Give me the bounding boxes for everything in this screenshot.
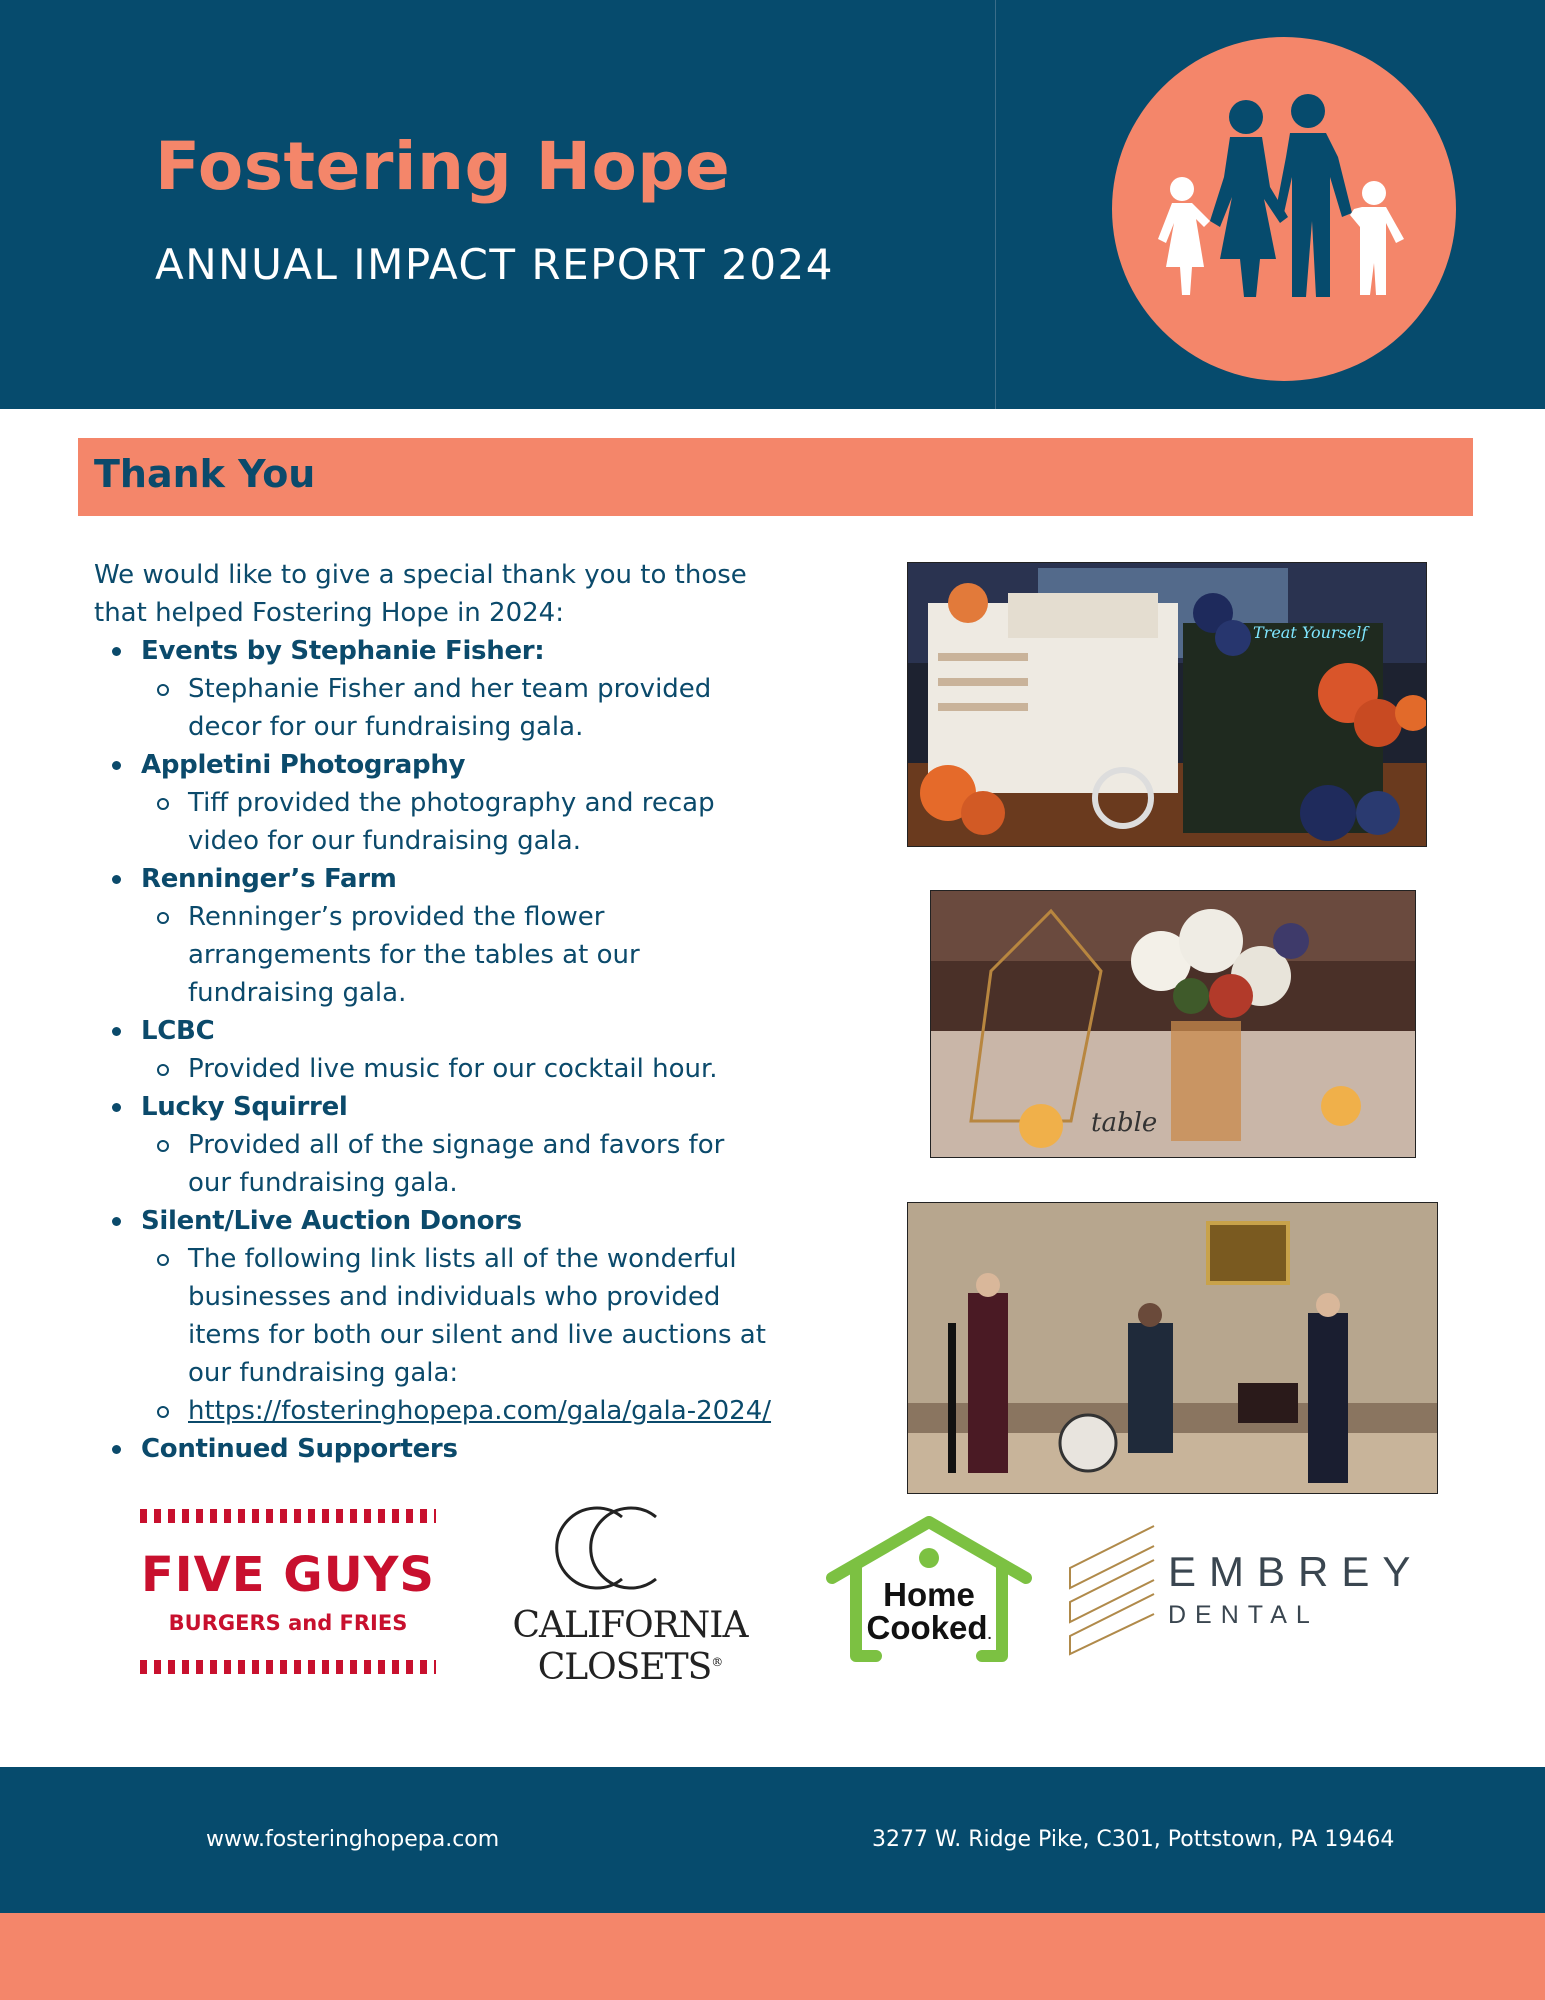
sponsor-detail: Stephanie Fisher and her team provided decor for our fundraising gala. [141,670,774,746]
home-cooked-mark: . [987,1626,992,1642]
live-music-image [908,1203,1437,1493]
embrey-dental-logo [1066,1522,1426,1662]
sponsor-detail: Tiff provided the photography and recap video for our fundraising gala. [141,784,774,860]
sponsor-detail: Provided all of the signage and favors for our fundraising gala. [141,1126,774,1202]
registered-mark: ® [711,1655,723,1669]
list-item [94,632,774,746]
gala-auction-link[interactable]: https://fosteringhopepa.com/gala/gala-2024/ [188,1396,772,1426]
home-cooked-line2 [822,1609,1036,1647]
table-card-text: table [1091,1108,1158,1138]
sponsor-name: Continued Supporters [141,1434,458,1464]
footer [0,1767,1545,1913]
list-item [94,746,774,860]
california-closets-word: CLOSETS [537,1647,712,1688]
checker-bottom [140,1660,436,1674]
report-title: Fostering Hope [155,128,731,205]
cc-monogram-icon [510,1505,750,1595]
home-cooked-line1: Home [883,1576,975,1613]
five-guys-name: FIVE GUYS [141,1547,435,1603]
embrey-mark-icon [1066,1522,1156,1657]
family-icon [1112,37,1456,381]
sponsor-detail: Provided live music for our cocktail hour. [141,1050,774,1088]
section-banner [78,438,1473,516]
footer-website[interactable]: www.fosteringhopepa.com [206,1827,500,1852]
photo-gala-decor [907,562,1427,847]
sponsor-detail: Renninger’s provided the flower arrangements for the tables at our fundraising gala. [141,898,774,1012]
report-subtitle: ANNUAL IMPACT REPORT 2024 [155,240,835,289]
sponsor-name: LCBC [141,1016,215,1046]
california-closets-line1: CALIFORNIA [512,1605,748,1646]
five-guys-logo [140,1505,436,1680]
header-divider [995,0,996,409]
centerpiece-image [931,891,1415,1157]
california-closets-logo [510,1505,750,1695]
section-title: Thank You [94,452,316,496]
sponsor-name: Appletini Photography [141,750,466,780]
footer-address: 3277 W. Ridge Pike, C301, Pottstown, PA 19464 [872,1827,1395,1852]
california-closets-line2 [510,1647,750,1688]
list-item [94,1430,774,1468]
family-logo [1112,37,1456,381]
gala-decor-image [908,563,1426,846]
list-item [94,1012,774,1088]
sponsor-list [94,632,774,1468]
five-guys-tagline: BURGERS and FRIES [168,1611,408,1635]
checker-top [140,1509,436,1523]
sponsor-name: Events by Stephanie Fisher: [141,636,545,666]
sponsor-name: Renninger’s Farm [141,864,397,894]
neon-sign-text: Treat Yourself [1253,623,1368,642]
list-item [94,1088,774,1202]
photo-live-music [907,1202,1438,1494]
home-cooked-logo [822,1516,1036,1666]
embrey-line1: EMBREY [1168,1548,1424,1595]
footer-stripe [0,1913,1545,2000]
sponsor-name: Silent/Live Auction Donors [141,1206,522,1236]
intro-text: We would like to give a special thank you to those that helped Fostering Hope in 2024: [94,560,747,628]
embrey-line2: DENTAL [1168,1601,1319,1629]
sponsor-name: Lucky Squirrel [141,1092,348,1122]
list-item [94,1202,774,1430]
sponsor-link-item [141,1392,774,1430]
sponsor-detail: The following link lists all of the wonderful businesses and individuals who provided items for both our silent and live auctions at our fundraising gala: [141,1240,774,1392]
header-banner [0,0,1545,409]
list-item [94,860,774,1012]
photo-table-centerpiece [930,890,1416,1158]
home-cooked-word: Cooked [866,1609,988,1646]
